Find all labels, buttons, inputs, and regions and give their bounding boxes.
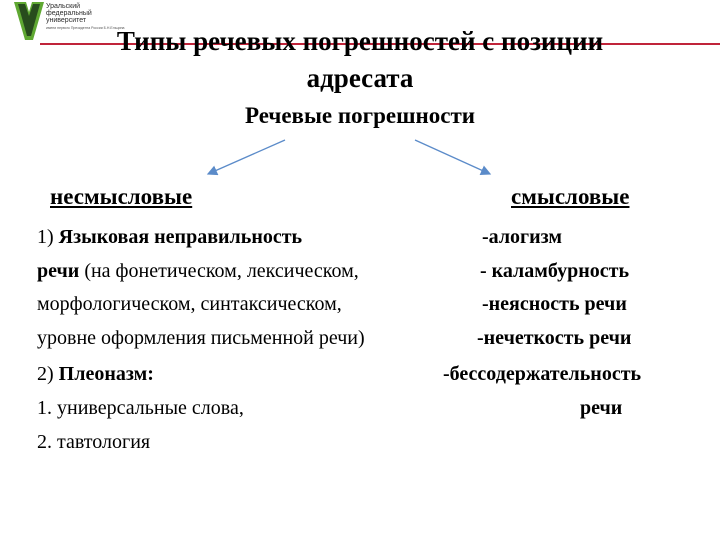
left-item-5: 2) Плеоназм: (37, 363, 154, 385)
left-item-1: 1) Языковая неправильность (37, 226, 303, 248)
page-title-line-2: адресата (306, 63, 414, 93)
right-heading: смысловые (511, 184, 630, 209)
left-heading: несмысловые (50, 184, 193, 209)
left-item-6: 1. универсальные слова, (37, 397, 244, 419)
right-item-5: -бессодержательность (443, 363, 642, 385)
arrow-left (208, 140, 285, 174)
left-item-2: речи (на фонетическом, лексическом, (37, 260, 359, 282)
logo-subtext: имени первого Президента России Б.Н.Ельцина (46, 26, 125, 30)
left-item-3: морфологическом, синтаксическом, (37, 293, 342, 315)
right-item-2: - каламбурность (480, 260, 630, 282)
right-item-4: -нечеткость речи (477, 327, 632, 349)
arrow-right (415, 140, 490, 174)
left-item-4: уровне оформления письменной речи) (37, 327, 365, 349)
left-item-7: 2. тавтология (37, 431, 151, 453)
page-title-line-1: Типы речевых погрешностей с позиции (116, 26, 604, 56)
right-item-3: -неясность речи (482, 293, 627, 315)
right-item-1: -алогизм (482, 226, 563, 248)
logo-text: Уральский федеральный университет (46, 3, 92, 24)
diagram-root-label: Речевые погрешности (244, 103, 476, 128)
right-item-6: речи (580, 397, 623, 419)
